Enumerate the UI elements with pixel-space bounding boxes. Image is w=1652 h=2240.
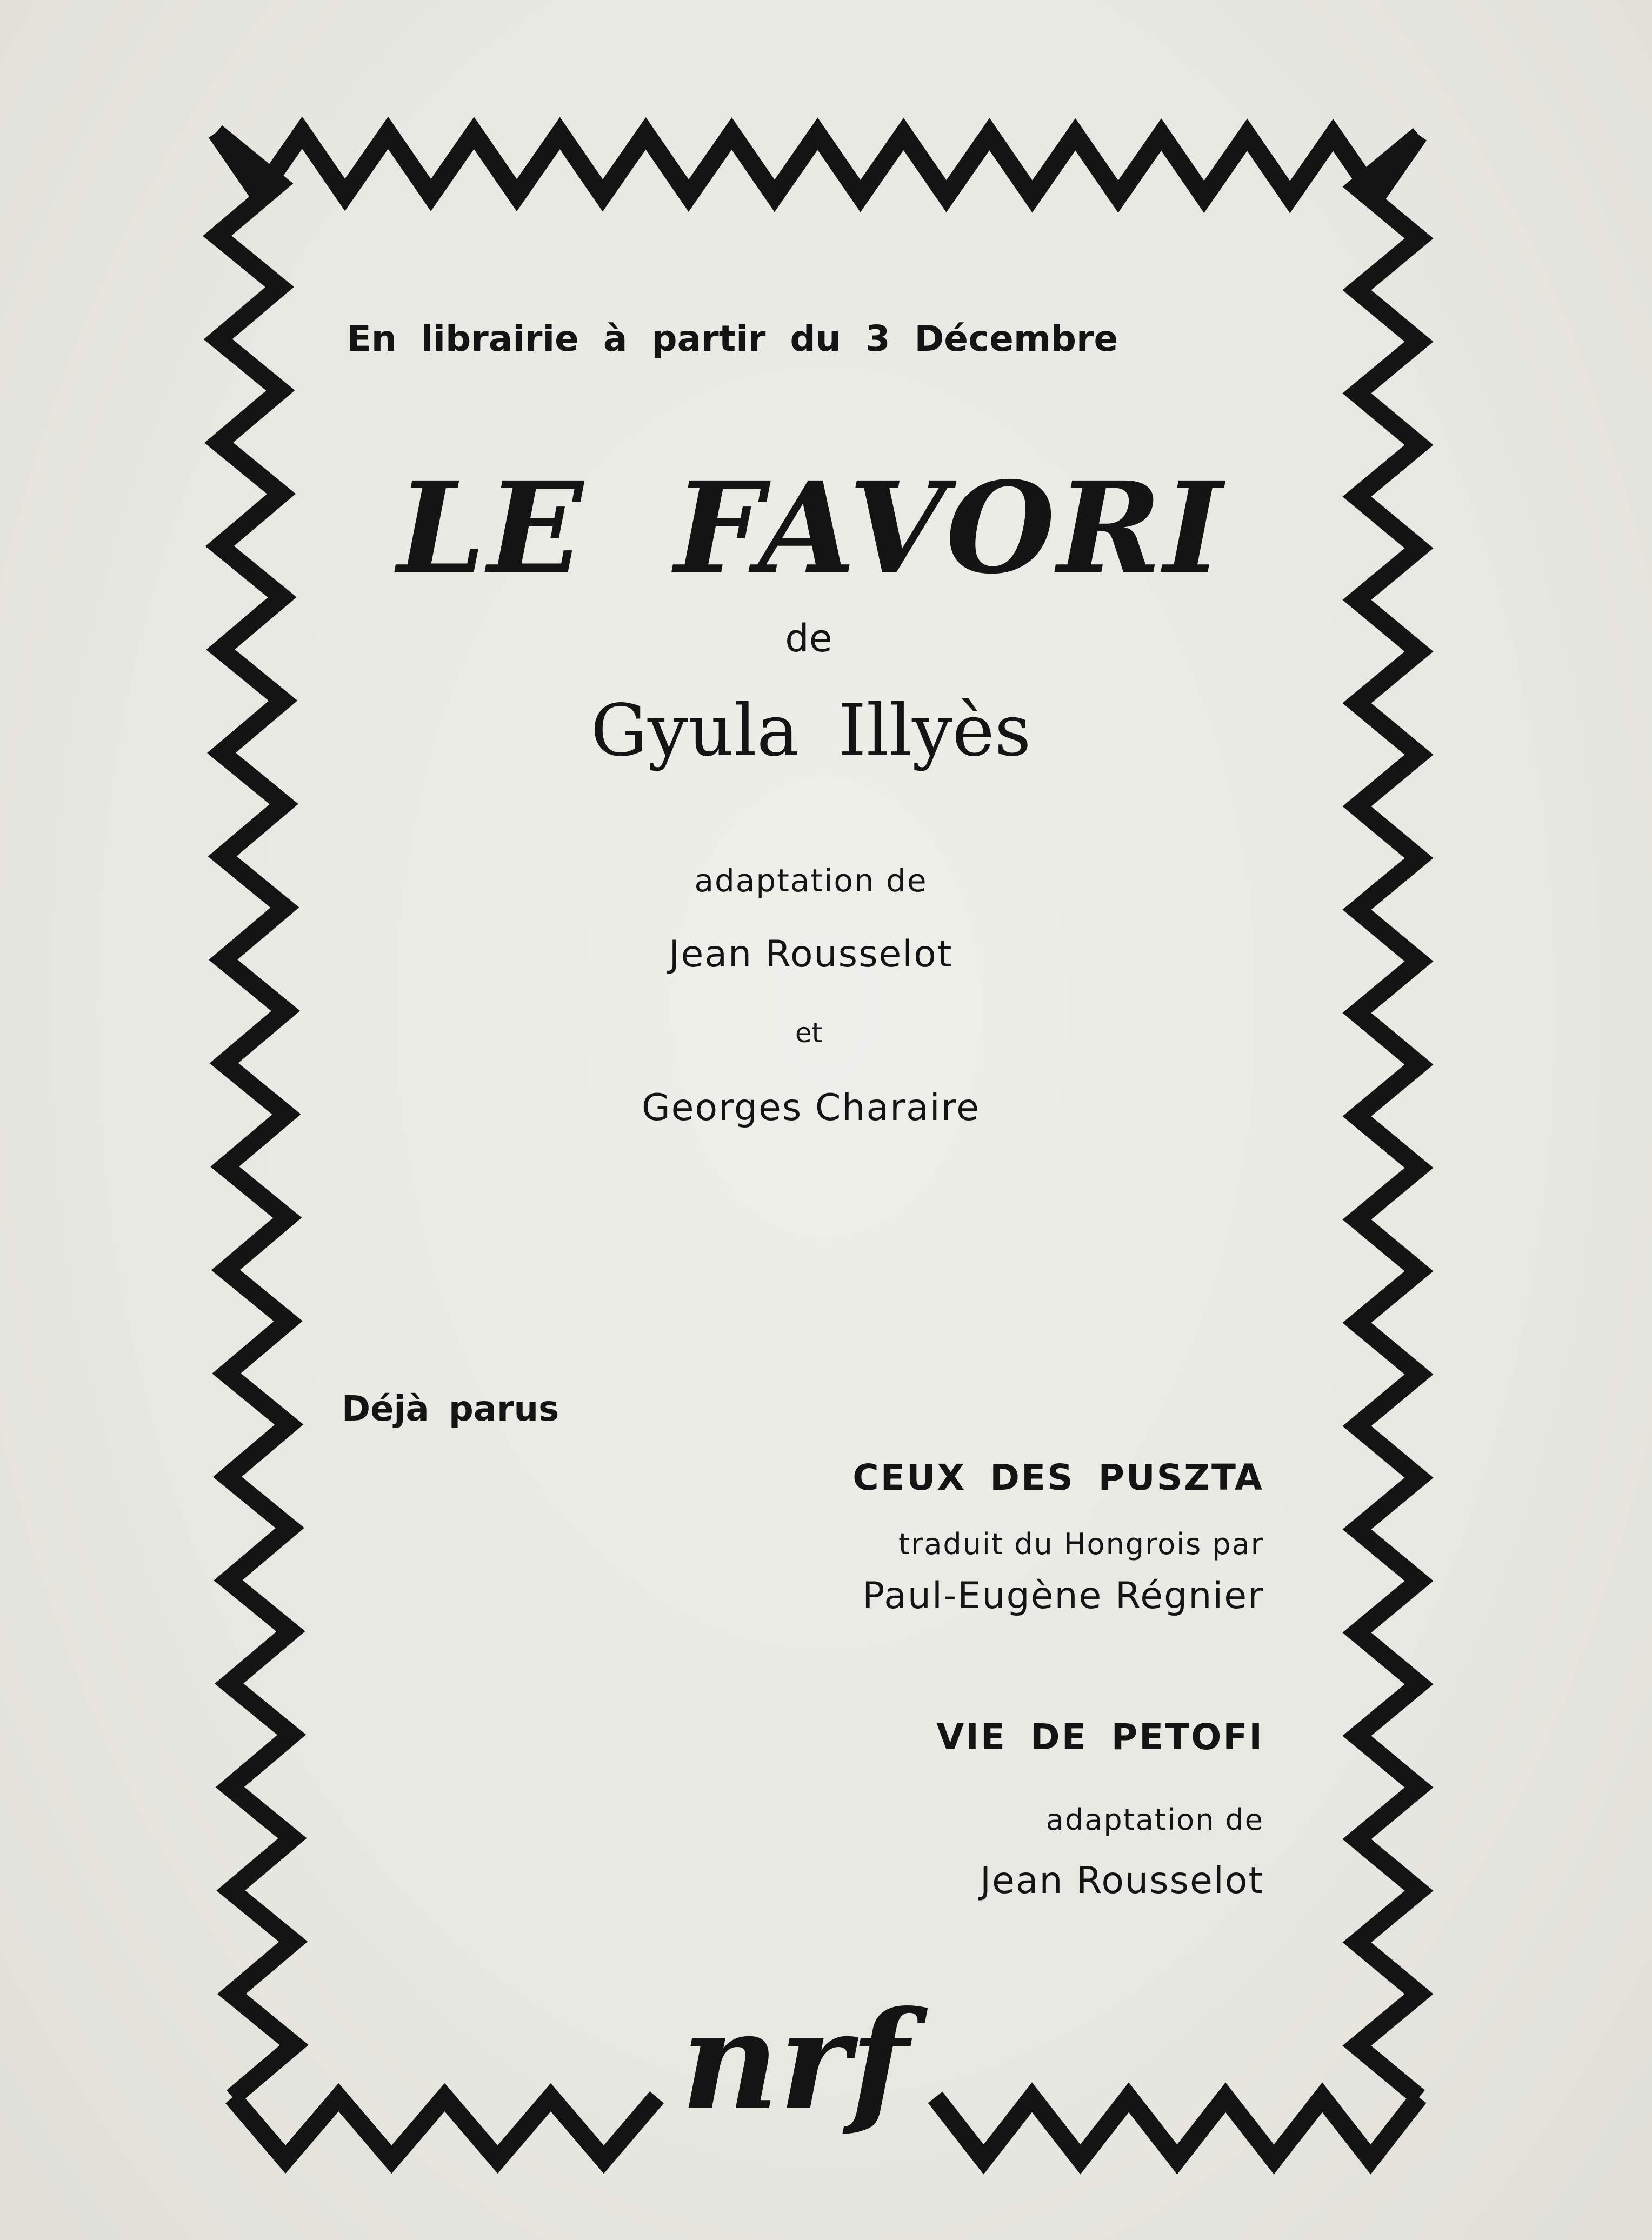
adapter-name-2: Georges Charaire <box>641 1086 980 1129</box>
backlist-book-person: Jean Rousselot <box>980 1859 1264 1902</box>
backlist-book-credit: traduit du Hongrois par <box>898 1527 1264 1561</box>
adapter-conjunction: et <box>795 1017 823 1049</box>
author-name: Gyula Illyès <box>590 689 1031 772</box>
nrf-publisher-logo <box>660 1995 930 2146</box>
adaptation-label: adaptation de <box>694 862 928 899</box>
zigzag-border-bottom-left <box>232 2097 657 2159</box>
backlist-book-person: Paul-Eugène Régnier <box>862 1575 1264 1617</box>
author-preposition: de <box>785 616 832 661</box>
zigzag-border-bottom-right <box>935 2097 1419 2159</box>
nrf-logo-text: nrf <box>681 1995 909 2140</box>
backlist-book-title: VIE DE PETOFI <box>936 1716 1264 1758</box>
backlist-book-title: CEUX DES PUSZTA <box>852 1457 1264 1498</box>
zigzag-border-top <box>216 132 1419 197</box>
book-title: LE FAVORI <box>397 454 1225 602</box>
zigzag-border-right <box>1357 135 1419 2097</box>
backlist-book-credit: adaptation de <box>1045 1803 1264 1837</box>
already-published-heading: Déjà parus <box>342 1389 559 1429</box>
adapter-name-1: Jean Rousselot <box>669 933 953 976</box>
availability-notice: En librairie à partir du 3 Décembre <box>347 318 1118 359</box>
zigzag-border-left <box>216 132 294 2097</box>
